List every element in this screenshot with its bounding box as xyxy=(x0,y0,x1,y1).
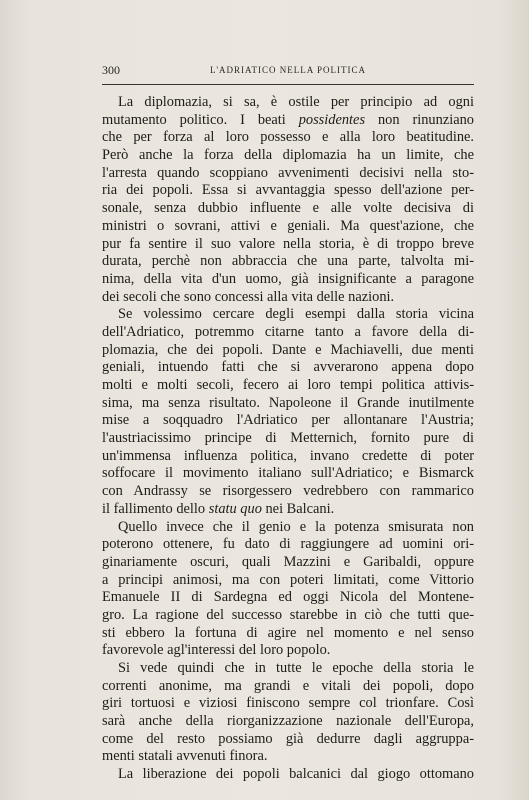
text-line: La liberazione dei popoli balcanici dal giogo ottomano xyxy=(118,766,474,783)
body-text xyxy=(102,94,474,784)
text-line: gro. La ragione del successo starebbe in ciò che tutti que- xyxy=(102,606,474,623)
running-head xyxy=(102,62,474,80)
text-line: correnti anonime, ma grandi e vitali dei popoli, dopo xyxy=(102,677,474,694)
text-line: che per forza al loro possesso e alla loro beatitudine. xyxy=(102,129,474,146)
text-line: sonale, senza dubbio influente e alle volte decisiva di xyxy=(102,200,474,217)
text-line: l'arresta quando scoppiano avvenimenti decisivi nella sto- xyxy=(102,164,474,181)
text-line: come del resto possiamo già dedurre dagli aggruppa- xyxy=(102,730,474,747)
text-line: Emanuele II di Sardegna ed oggi Nicola del Montene- xyxy=(102,589,474,606)
text-line: ginariamente oscuri, quali Mazzini e Garibaldi, oppure xyxy=(102,553,474,570)
text-line: dell'Adriatico, potremmo citarne tanto a favore della di- xyxy=(102,323,474,340)
text-line: mutamento politico. I beati possidentes non rinunziano xyxy=(102,111,474,128)
text-line: Però anche la forza della diplomazia ha un limite, che xyxy=(102,147,474,164)
text-line: favorevole agl'interessi del loro popolo. xyxy=(102,642,331,659)
text-line: giri tortuosi e viziosi finiscono sempre col trionfare. Così xyxy=(102,695,474,712)
text-line: mise a soqquadro l'Adriatico per allontanare l'Austria; xyxy=(102,412,474,429)
text-line: geniali, intuendo fatti che si avverarono appena dopo xyxy=(102,359,474,376)
text-line: un'immensa influenza politica, invano credette di poter xyxy=(102,447,474,464)
text-line: nima, della vita d'un uomo, già insignificante a paragone xyxy=(102,270,474,287)
text-line: Se volessimo cercare degli esempi dalla storia vicina xyxy=(118,306,474,323)
text-line: il fallimento dello statu quo nei Balcani. xyxy=(102,500,335,517)
running-title: L'ADRIATICO NELLA POLITICA xyxy=(209,65,367,75)
text-line: a principi animosi, ma con poteri limitati, come Vittorio xyxy=(102,571,474,588)
text-line: sarà anche della riorganizzazione nazionale dell'Europa, xyxy=(102,713,474,730)
text-line: dei secoli che sono concessi alla vita delle nazioni. xyxy=(102,288,395,305)
text-line: plomazia, che dei popoli. Dante e Machiavelli, due menti xyxy=(102,341,474,358)
text-line: sti ebbero la fortuna di agire nel momento e nel senso xyxy=(102,624,474,641)
text-line: durata, perchè non abbraccia che una parte, talvolta mi- xyxy=(102,253,474,270)
text-line: La diplomazia, si sa, è ostile per principio ad ogni xyxy=(118,94,474,110)
page-number: 300 xyxy=(102,63,120,77)
header-rule xyxy=(102,84,474,85)
text-line: Si vede quindi che in tutte le epoche della storia le xyxy=(118,660,474,676)
text-line: con Andrassy se risorgessero vedrebbero con rammarico xyxy=(102,483,474,500)
text-line: Quello invece che il genio e la potenza smisurata non xyxy=(118,518,474,535)
text-line: soffocare il movimento italiano sull'Adriatico; e Bismarck xyxy=(102,465,474,482)
text-line: pur fa sentire il suo valore nella storia, è di troppo breve xyxy=(102,235,474,252)
text-line: sima, ma senza risultato. Napoleone il Grande inutilmente xyxy=(102,394,474,411)
text-line: menti statali avvenuti finora. xyxy=(102,748,268,765)
text-line: poterono ottenere, fu dato di raggiungere ad uomini ori- xyxy=(102,536,474,553)
text-line: l'austriacissimo principe di Metternich, fornito pure di xyxy=(102,430,474,447)
text-line: ministri o sovrani, attivi e geniali. Ma quest'azione, che xyxy=(102,217,474,234)
text-line: ria dei popoli. Essa si avvantaggia spesso dell'azione per- xyxy=(102,182,474,199)
text-line: molti e molti secoli, fecero ai loro tempi politica attivis- xyxy=(102,377,474,393)
